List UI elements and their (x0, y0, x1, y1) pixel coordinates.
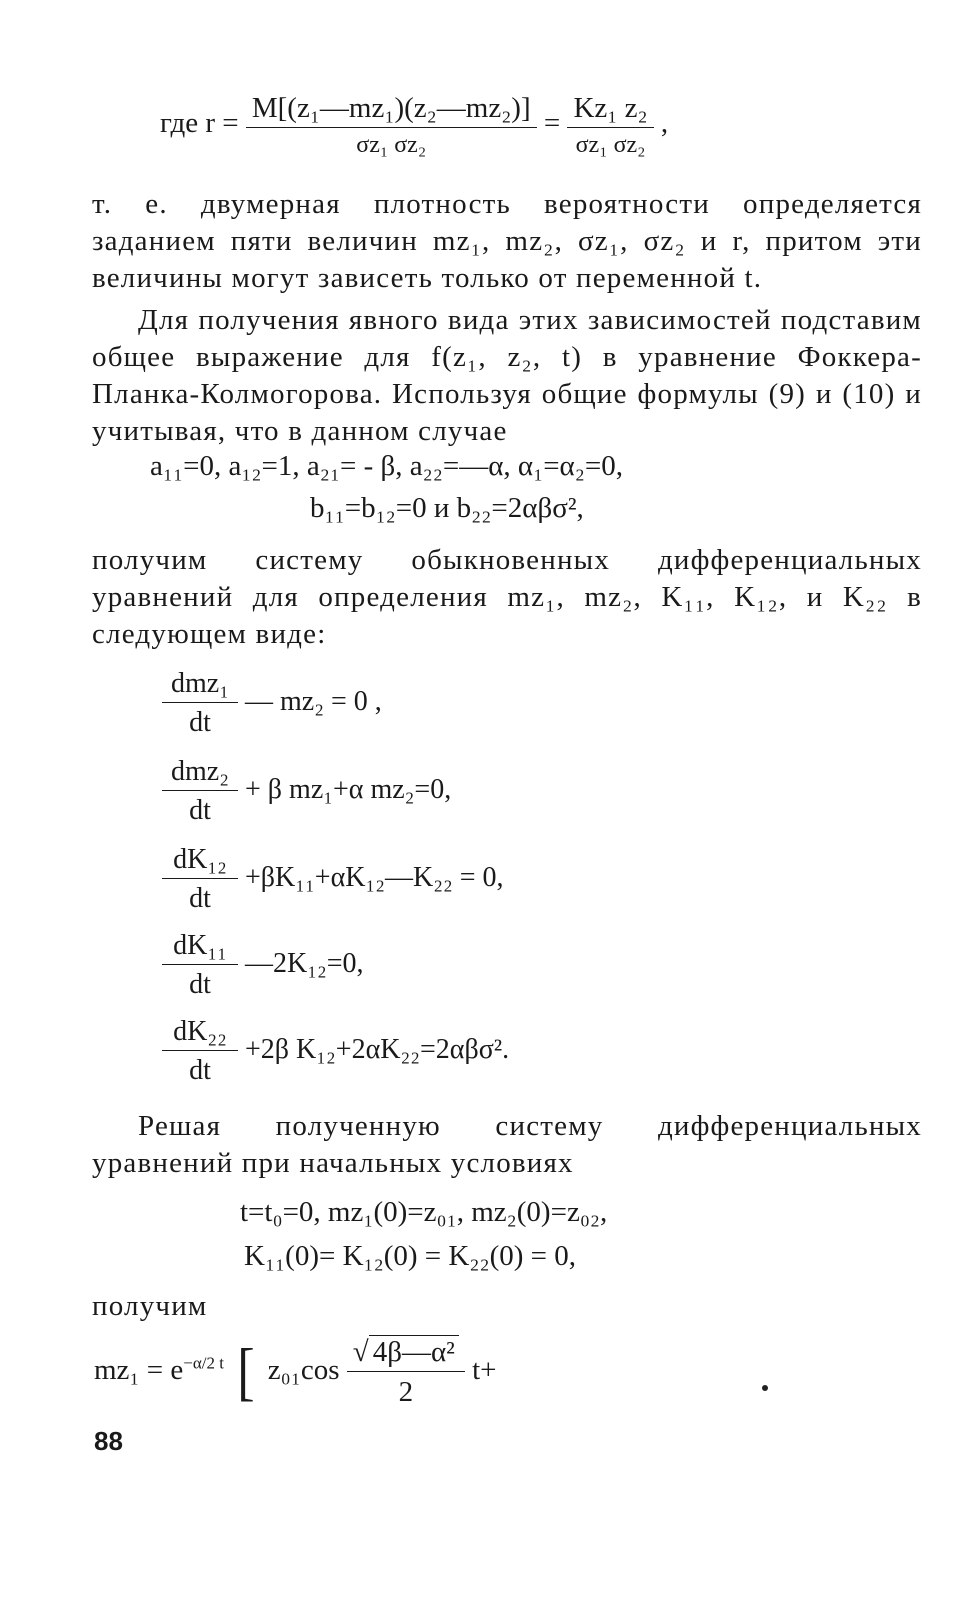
fraction-denominator: dt (189, 795, 211, 826)
ode-4 (162, 930, 364, 1001)
paragraph-1: т. е. двумерная плотность вероятности определяется заданием пяти величин mz₁, mz₂, σz₁, σz₂ и r, притом эти величины могут зависеть только от переменной t. (92, 188, 922, 294)
ode-1 (162, 668, 382, 739)
fraction-denominator: σz₁ σz₂ (356, 132, 427, 158)
formula-tail: t+ (472, 1354, 497, 1387)
fraction-covariance (246, 92, 537, 159)
fraction-denominator: dt (189, 707, 211, 738)
formula-r (160, 92, 668, 159)
equation-rest: +βK₁₁+αK₁₂—K₂₂ = 0, (245, 861, 504, 893)
derivative-fraction (162, 756, 238, 827)
equals-sign: = (543, 107, 561, 140)
initial-conditions-line-1: t=t₀=0, mz₁(0)=z₀₁, mz₂(0)=z₀₂, (240, 1196, 608, 1228)
fraction-numerator: M[(z₁—mz₁)(z₂—mz₂)] (246, 92, 537, 128)
left-bracket: [ (237, 1336, 255, 1409)
ode-3 (162, 844, 504, 915)
page-number: 88 (94, 1426, 123, 1456)
paragraph-5: получим (92, 1290, 208, 1322)
sqrt-fraction (347, 1336, 465, 1409)
fraction-numerator: dmz₁ (162, 668, 238, 703)
coefficients-line-1: a₁₁=0, a₁₂=1, a₂₁= - β, a₂₂=—α, α₁=α₂=0, (150, 450, 623, 482)
exponent: −α/2 t (183, 1353, 224, 1373)
fraction-correlation (567, 92, 653, 159)
fraction-numerator: dK₂₂ (162, 1016, 238, 1051)
fraction-numerator: dmz₂ (162, 756, 238, 791)
fraction-numerator: √ 4β—α² (347, 1336, 465, 1372)
derivative-fraction (162, 930, 238, 1001)
equation-rest: —2K₁₂=0, (245, 947, 364, 979)
equation-rest: + β mz₁+α mz₂=0, (245, 773, 452, 805)
final-formula (94, 1336, 497, 1409)
ode-5 (162, 1016, 509, 1087)
fraction-denominator: 2 (398, 1376, 414, 1408)
derivative-fraction (162, 668, 238, 739)
comma: , (660, 107, 669, 140)
ode-2 (162, 756, 451, 827)
coefficients-line-2: b₁₁=b₁₂=0 и b₂₂=2αβσ², (310, 492, 584, 524)
fraction-denominator: dt (189, 969, 211, 1000)
formula-lhs: mz₁ = e (94, 1354, 184, 1387)
fraction-numerator: dK₁₂ (162, 844, 238, 879)
paragraph-2: Для получения явного вида этих зависимостей подставим общее выражение для f(z₁, z₂, t) в уравнение Фоккера-Планка-Колмогорова. Используя общие формулы (9) и (10) и учитывая, что в данном случае (92, 304, 922, 447)
formula-r-prefix: где r = (160, 107, 239, 140)
fraction-numerator: Kz₁ z₂ (567, 92, 653, 128)
derivative-fraction (162, 1016, 238, 1087)
cos-term: z₀₁cos (267, 1354, 340, 1387)
sqrt-radicand: 4β—α² (369, 1335, 459, 1368)
equation-rest: +2β K₁₂+2αK₂₂=2αβσ². (245, 1033, 510, 1065)
fraction-denominator: dt (189, 883, 211, 914)
speck-mark (762, 1385, 768, 1391)
fraction-denominator: dt (189, 1055, 211, 1086)
fraction-denominator: σz₁ σz₂ (575, 132, 646, 158)
fraction-numerator: dK₁₁ (162, 930, 238, 965)
paragraph-3: получим систему обыкновенных дифференциальных уравнений для определения mz₁, mz₂, K₁₁, K₁₂, и K₂₂ в следующем виде: (92, 544, 922, 650)
derivative-fraction (162, 844, 238, 915)
equation-rest: — mz₂ = 0 , (245, 685, 382, 717)
initial-conditions-line-2: K₁₁(0)= K₁₂(0) = K₂₂(0) = 0, (244, 1240, 576, 1272)
paragraph-4: Решая полученную систему дифференциальных уравнений при начальных условиях (92, 1110, 922, 1179)
